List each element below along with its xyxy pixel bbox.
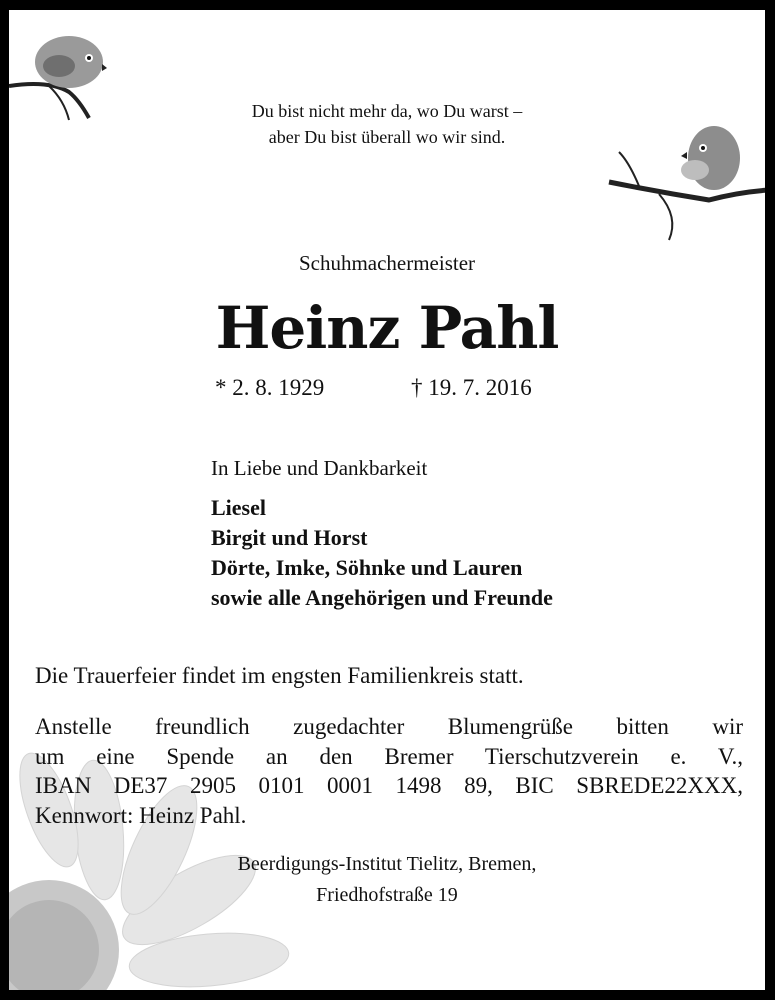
mourner: Liesel [211,495,266,520]
donation-line: IBAN DE37 2905 0101 0001 1498 89, BIC SBREDE22XXX, [35,773,743,798]
obituary-notice [9,10,765,990]
funeral-note: Die Trauerfeier findet im engsten Familienkreis statt. [35,663,524,688]
donation-line: Anstelle freundlich zugedachter Blumengrüße bitten wir [35,714,743,739]
mourner: sowie alle Angehörigen und Freunde [211,585,553,610]
dedication: In Liebe und Dankbarkeit [211,456,428,480]
undertaker-line: Beerdigungs-Institut Tielitz, Bremen, [237,853,537,875]
donation-line: Kennwort: Heinz Pahl. [35,802,247,828]
profession: Schuhmachermeister [298,251,476,275]
memorial-quote [9,98,765,150]
undertaker-line: Friedhofstraße 19 [316,884,458,906]
donation-line: um eine Spende an den Bremer Tierschutzverein e. V., [35,743,743,769]
mourners-list [211,493,553,613]
quote-line: Du bist nicht mehr da, wo Du warst – [251,101,523,121]
deceased-name: Heinz Pahl [215,294,559,362]
death-date: † 19. 7. 2016 [411,375,532,400]
donation-request [35,712,743,830]
quote-line: aber Du bist überall wo wir sind. [268,127,506,147]
mourner: Dörte, Imke, Söhnke und Lauren [211,555,523,580]
mourner: Birgit und Horst [211,525,368,550]
undertaker [9,849,765,911]
birth-date: * 2. 8. 1929 [215,375,325,400]
